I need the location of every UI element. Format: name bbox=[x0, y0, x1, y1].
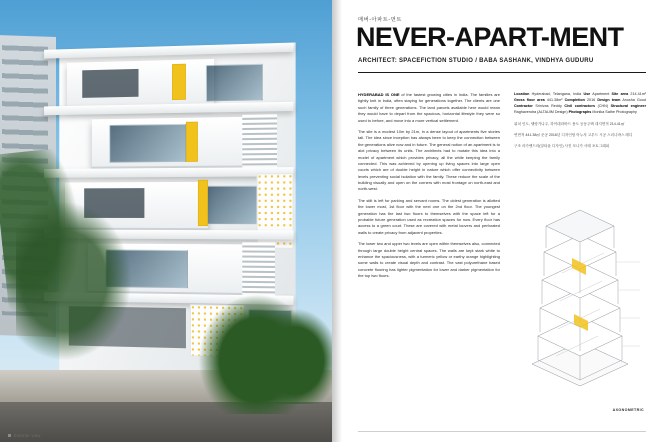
footer-rule bbox=[358, 431, 646, 432]
yellow-panel-level-2 bbox=[198, 180, 208, 226]
project-credits-column bbox=[514, 92, 646, 154]
left-page-photograph bbox=[0, 0, 332, 442]
body-paragraph: The lower two and upper two levels are open within themselves also, connected through large double height central spaces. The walls are kept stark white to enhance the spaciousness, with a turmeric yellow or earthy orange highlighting some walls to create visual depth and contrast. The vast polyurethane based concrete flooring has lighter pigmentation for lower and darker pigmentation for the top two floors. bbox=[358, 241, 500, 279]
page-title: NEVER-APART-MENT bbox=[356, 22, 624, 52]
photo-caption-text: Exterior view bbox=[14, 433, 41, 438]
street-tree-far-right bbox=[250, 308, 332, 404]
yellow-panel-level-3 bbox=[186, 122, 198, 162]
right-page-article bbox=[332, 0, 665, 442]
palm-tree-lower bbox=[16, 196, 136, 366]
credits-english: Location Hyderabad, Telangana, India Use Apartment Site area 214.41m² Gross floor area 441.38m² Completion 2016 Design team Anusha Goud Contractor Srinivas Reddy Civil contractors (CHN) Structural engineer Raghavendra (ALTAUIM Design) Photographs Monika Sathe Photography bbox=[514, 92, 647, 114]
body-paragraph: The stilt is left for parking and servant rooms. The oldest generation is allotted the lower most, 1st floor with the next one on the 2nd floor. The youngest generation has the last two floors to themselves with the space left for a probable future generation used as recreation spaces for now. Every floor has access to a green court. These are covered with metal louvers and perforated walls to create privacy from adjacent properties. bbox=[358, 197, 500, 235]
glazing-level-3 bbox=[109, 124, 186, 163]
credits-korean-line: 위치 인도, 텔랑가나주, 하이데라바드 용도 공동주택 대지면적 214.41㎡ bbox=[514, 121, 625, 126]
photo-caption bbox=[8, 433, 41, 438]
yellow-panel-level-4 bbox=[172, 64, 186, 100]
caption-marker-icon bbox=[8, 434, 11, 437]
metal-louvre-screen-level-3 bbox=[242, 114, 277, 171]
drawing-caption: AXONOMETRIC bbox=[612, 408, 644, 412]
article-body-column bbox=[358, 92, 500, 285]
body-paragraph: HYDERABAD IS ONE of the fastest growing cities in India. The families are tightly knit in India, often staying for generations together. The clients are one such family of three generations. The land parcels available here would mean they would have to depart from the spacious, horizontal lifestyle they were so used to before, and move into a more vertical settlement. bbox=[358, 92, 500, 123]
glazing-level-4 bbox=[206, 64, 263, 102]
axonometric-drawing bbox=[514, 196, 646, 392]
body-paragraph: The site is a modest 10m by 21m, in a dense layout of apartments five stories tall. The idea since inception has always been to keep the connection between the generations alive now and in future. The general notion of an apartment is to alot privacy between its units. The architects had to mutate this idea into a model of apartment which provides privacy, all the while keeping the family connected. This was achieved by opening up living spaces into large open courts which are of double height in nature which offer connectivity between levels preventing social isolation with the family. These reduce the scale of the building visually and open on the corners with most frontage on north-east and north-west. bbox=[358, 128, 500, 192]
axonometric-drawing-block bbox=[514, 196, 646, 414]
credits-korean-line: 연면적 441.38㎡ 준공 2016년 디자인팀 아누샤 고우드 시공 스리니바스 레디 bbox=[514, 133, 633, 138]
glazing-level-2 bbox=[206, 186, 259, 225]
page-gutter-shadow bbox=[332, 0, 342, 442]
credits-korean-line: 구조 라가벤드라(알타윰 디자인) 사진 모니카 사테 포토그래피 bbox=[514, 144, 610, 149]
architect-credit-line: ARCHITECT: SPACEFICTION STUDIO / BABA SASHANK, VINDHYA GUDURU bbox=[358, 58, 594, 64]
metal-louvre-screen-level-1 bbox=[242, 242, 275, 301]
header-rule bbox=[358, 72, 646, 73]
recess-shadow-level-4 bbox=[82, 69, 138, 98]
article-kicker: 매버-아파트-먼트 bbox=[358, 17, 402, 23]
